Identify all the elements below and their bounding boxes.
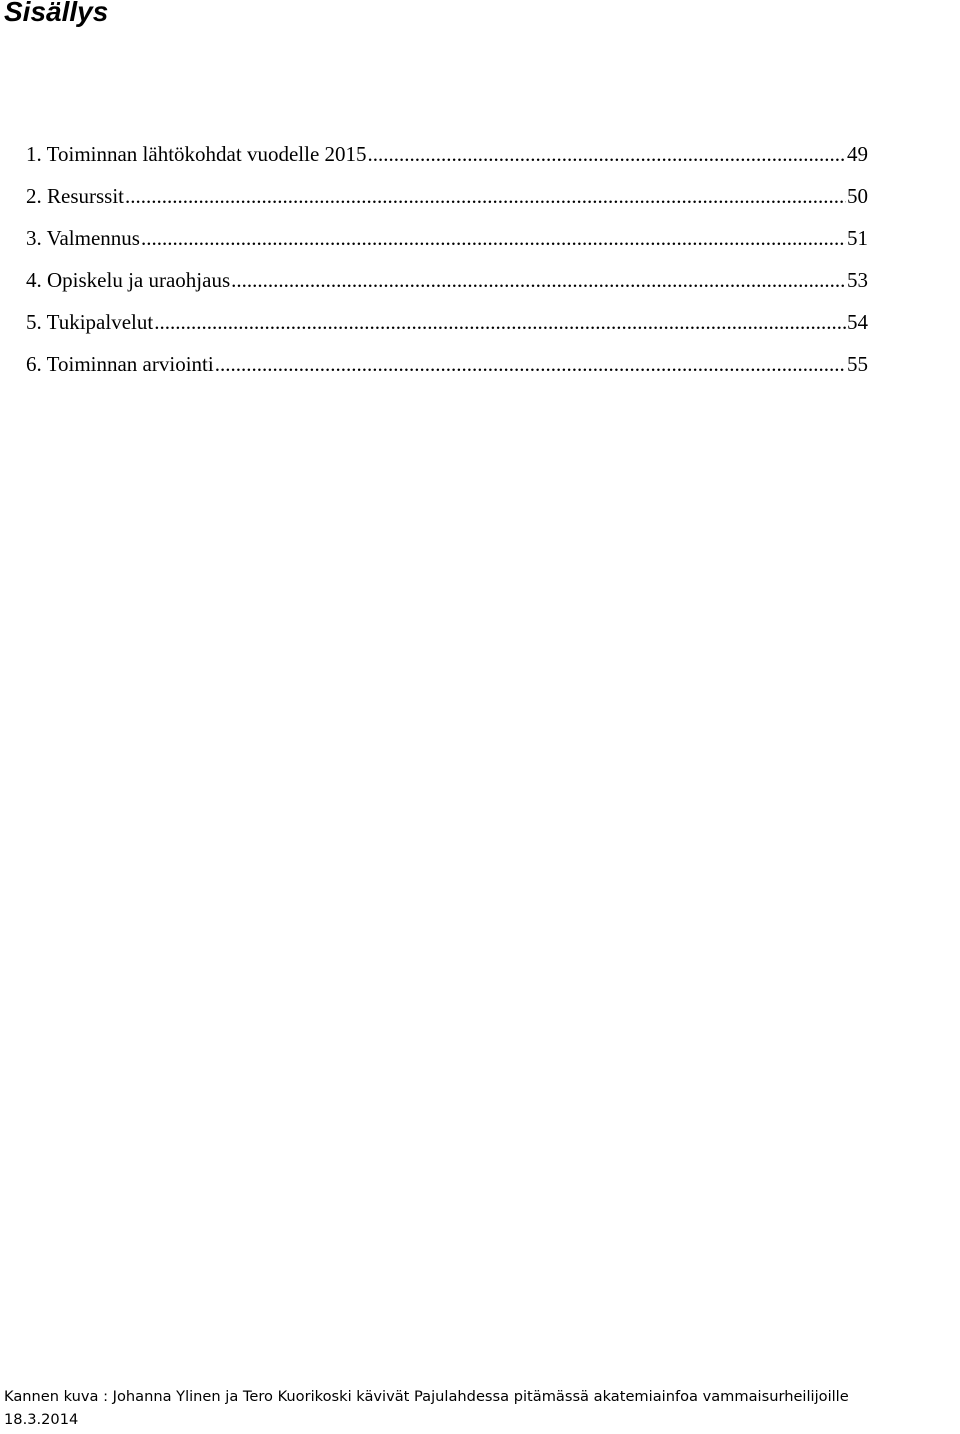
toc-entry-title: 6. Toiminnan arviointi [26, 352, 214, 376]
toc-entry-page: 50 [847, 184, 868, 208]
toc-entry-5[interactable] [26, 306, 868, 348]
toc-entry-4[interactable] [26, 264, 868, 306]
page-title: Sisällys [4, 0, 109, 27]
cover-photo-caption [4, 1385, 960, 1431]
caption-line-1: Kannen kuva : Johanna Ylinen ja Tero Kuorikoski kävivät Pajulahdessa pitämässä akatemiainfoa vammaisurheilijoille [4, 1388, 849, 1405]
toc-entry-page: 54 [847, 310, 868, 334]
toc-entry-title: 3. Valmennus [26, 226, 140, 250]
toc-entry-6[interactable] [26, 348, 868, 390]
toc-entry-title: 4. Opiskelu ja uraohjaus [26, 268, 231, 292]
toc-entry-title: 5. Tukipalvelut [26, 310, 154, 334]
toc-dot-leader [231, 264, 846, 296]
toc-entry-page: 55 [847, 352, 868, 376]
toc-entry-title: 1. Toiminnan lähtökohdat vuodelle 2015 [26, 142, 367, 166]
toc-entry-1[interactable] [26, 138, 868, 180]
toc-entry-page: 53 [847, 268, 868, 292]
toc-dot-leader [215, 348, 846, 380]
toc-dot-leader [125, 180, 846, 212]
toc-entry-page: 51 [847, 226, 868, 250]
toc-entry-title: 2. Resurssit [26, 184, 125, 208]
toc-entry-2[interactable] [26, 180, 868, 222]
toc-entry-3[interactable] [26, 222, 868, 264]
table-of-contents [26, 138, 868, 390]
toc-dot-leader [368, 138, 846, 170]
toc-dot-leader [154, 306, 846, 338]
toc-dot-leader [141, 222, 846, 254]
toc-entry-page: 49 [847, 142, 868, 166]
caption-line-2: 18.3.2014 [4, 1411, 79, 1428]
